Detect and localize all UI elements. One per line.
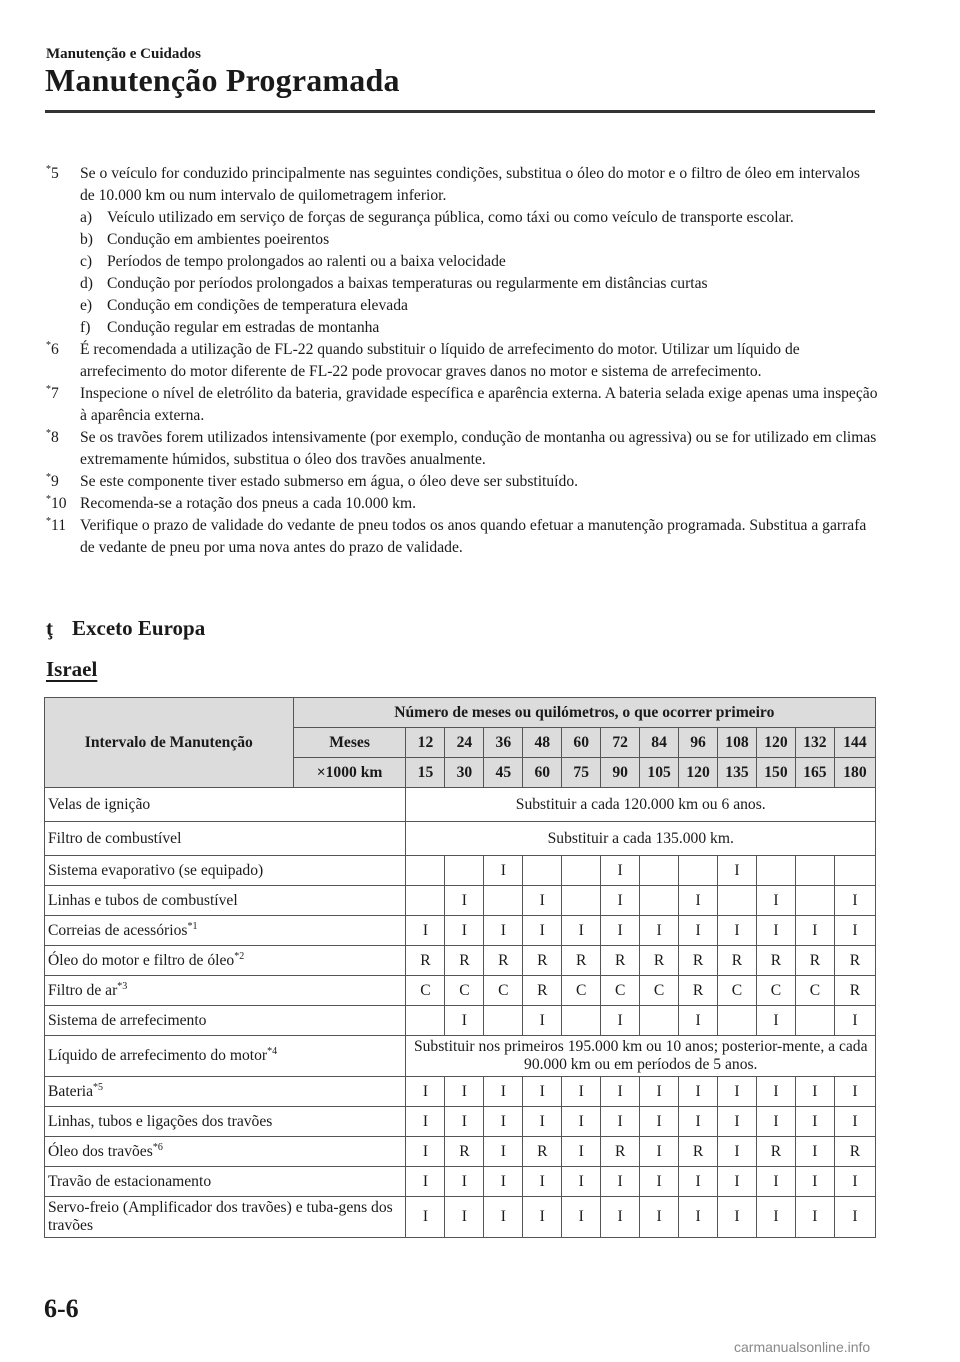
- schedule-cell: R: [834, 946, 875, 976]
- schedule-cell: I: [795, 1137, 834, 1167]
- month-header: 48: [523, 728, 562, 758]
- schedule-cell: I: [562, 916, 601, 946]
- row-label: Velas de ignição: [45, 788, 406, 822]
- schedule-cell: I: [834, 1107, 875, 1137]
- schedule-cell: I: [756, 1197, 795, 1238]
- schedule-cell: [523, 856, 562, 886]
- schedule-cell: C: [445, 976, 484, 1006]
- schedule-cell: R: [795, 946, 834, 976]
- table-row: [45, 946, 876, 976]
- schedule-cell: I: [445, 886, 484, 916]
- schedule-cell: I: [562, 1167, 601, 1197]
- schedule-cell: C: [640, 976, 679, 1006]
- schedule-cell: I: [523, 1107, 562, 1137]
- month-header: 24: [445, 728, 484, 758]
- schedule-cell: I: [795, 1107, 834, 1137]
- km-label: ×1000 km: [293, 758, 406, 788]
- km-header: 135: [718, 758, 757, 788]
- month-header: 36: [484, 728, 523, 758]
- schedule-cell: I: [834, 1006, 875, 1036]
- km-header: 165: [795, 758, 834, 788]
- maintenance-schedule-table: [44, 697, 876, 1238]
- schedule-cell: I: [445, 1006, 484, 1036]
- schedule-cell: I: [679, 886, 718, 916]
- month-header: 108: [718, 728, 757, 758]
- schedule-cell: R: [679, 976, 718, 1006]
- schedule-cell: I: [718, 1077, 757, 1107]
- row-label: Óleo dos travões$^{*6}$: [45, 1137, 406, 1167]
- schedule-cell: R: [640, 946, 679, 976]
- row-label: Travão de estacionamento: [45, 1167, 406, 1197]
- schedule-cell: R: [601, 946, 640, 976]
- schedule-cell: [795, 886, 834, 916]
- schedule-cell: [484, 886, 523, 916]
- schedule-cell: I: [601, 886, 640, 916]
- schedule-cell: I: [756, 1006, 795, 1036]
- schedule-cell: I: [523, 1197, 562, 1238]
- schedule-cell: [718, 1006, 757, 1036]
- schedule-cell: I: [406, 1167, 445, 1197]
- table-row: [45, 822, 876, 856]
- month-header: 144: [834, 728, 875, 758]
- schedule-cell: I: [601, 916, 640, 946]
- schedule-cell: I: [601, 1006, 640, 1036]
- month-header: 120: [756, 728, 795, 758]
- schedule-cell: [640, 856, 679, 886]
- schedule-cell: [562, 1006, 601, 1036]
- schedule-cell: C: [756, 976, 795, 1006]
- schedule-cell: I: [756, 916, 795, 946]
- schedule-cell: I: [601, 1197, 640, 1238]
- schedule-cell: I: [795, 1197, 834, 1238]
- month-header: 96: [679, 728, 718, 758]
- table-row: [45, 1036, 876, 1077]
- footnote-5-item: a) Veículo utilizado em serviço de forças de segurança pública, como táxi ou como veículo de transporte escolar.: [80, 209, 794, 226]
- schedule-cell: [445, 856, 484, 886]
- table-row: [45, 1107, 876, 1137]
- table-row: [45, 886, 876, 916]
- schedule-cell: I: [795, 1167, 834, 1197]
- country-heading: Israel: [46, 657, 98, 681]
- schedule-cell: R: [562, 946, 601, 976]
- page-number: 6-6: [44, 1294, 79, 1323]
- row-label: Linhas e tubos de combustível: [45, 886, 406, 916]
- table-row: [45, 1006, 876, 1036]
- schedule-cell: I: [445, 1077, 484, 1107]
- schedule-cell: I: [679, 916, 718, 946]
- page-title: Manutenção Programada: [45, 62, 400, 98]
- schedule-cell: I: [756, 1077, 795, 1107]
- schedule-cell: C: [406, 976, 445, 1006]
- row-span-note: Substituir a cada 135.000 km.: [406, 822, 876, 856]
- month-header: 84: [640, 728, 679, 758]
- schedule-cell: C: [601, 976, 640, 1006]
- schedule-cell: I: [718, 1107, 757, 1137]
- schedule-cell: I: [718, 856, 757, 886]
- footnote-10: *10 Recomenda-se a rotação dos pneus a cada 10.000 km.: [46, 493, 417, 512]
- schedule-cell: I: [523, 916, 562, 946]
- schedule-cell: I: [679, 1107, 718, 1137]
- schedule-cell: R: [406, 946, 445, 976]
- schedule-cell: I: [601, 1077, 640, 1107]
- row-label: Sistema evaporativo (se equipado): [45, 856, 406, 886]
- footnote-8: *8 Se os travões forem utilizados intensivamente (por exemplo, condução de montanha ou agressiva) ou se for utilizado em climas extremamente húmidos, substitua o óleo dos travões anualmente.: [46, 427, 877, 468]
- km-header: 105: [640, 758, 679, 788]
- footnote-6: *6 É recomendada a utilização de FL-22 quando substituir o líquido de arrefecimento do motor. Utilizar um líquido de arrefecimento do motor diferente de FL-22 pode provocar graves danos no motor e sistema de arrefecimento.: [46, 339, 800, 380]
- schedule-cell: I: [562, 1197, 601, 1238]
- schedule-cell: I: [834, 1077, 875, 1107]
- schedule-cell: R: [484, 946, 523, 976]
- row-span-note: Substituir a cada 120.000 km ou 6 anos.: [406, 788, 876, 822]
- schedule-cell: [484, 1006, 523, 1036]
- table-row: [45, 1197, 876, 1238]
- schedule-cell: I: [834, 886, 875, 916]
- row-span-note: Substituir nos primeiros 195.000 km ou 10 anos; posterior-mente, a cada 90.000 km ou em períodos de 5 anos.: [406, 1036, 876, 1077]
- schedule-cell: R: [834, 1137, 875, 1167]
- table-row: [45, 856, 876, 886]
- schedule-cell: R: [601, 1137, 640, 1167]
- footnote-5-item: b) Condução em ambientes poeirentos: [80, 231, 330, 248]
- schedule-cell: I: [718, 1137, 757, 1167]
- month-header: 60: [562, 728, 601, 758]
- schedule-cell: I: [484, 1167, 523, 1197]
- schedule-cell: I: [640, 916, 679, 946]
- schedule-cell: [679, 856, 718, 886]
- footnote-9: *9 Se este componente tiver estado submerso em água, o óleo deve ser substituído.: [46, 471, 579, 490]
- schedule-cell: I: [562, 1077, 601, 1107]
- km-header: 75: [562, 758, 601, 788]
- schedule-cell: C: [484, 976, 523, 1006]
- schedule-cell: I: [484, 1107, 523, 1137]
- schedule-cell: I: [445, 1107, 484, 1137]
- months-label: Meses: [293, 728, 406, 758]
- schedule-cell: R: [445, 946, 484, 976]
- schedule-cell: I: [523, 886, 562, 916]
- schedule-cell: R: [679, 946, 718, 976]
- schedule-cell: I: [601, 1167, 640, 1197]
- schedule-cell: R: [834, 976, 875, 1006]
- schedule-cell: R: [523, 1137, 562, 1167]
- schedule-cell: I: [834, 1197, 875, 1238]
- schedule-cell: I: [601, 1107, 640, 1137]
- row-label: Bateria$^{*5}$: [45, 1077, 406, 1107]
- schedule-cell: C: [795, 976, 834, 1006]
- footnote-5-item: e) Condução em condições de temperatura elevada: [80, 297, 408, 314]
- schedule-cell: R: [756, 946, 795, 976]
- group-header: Número de meses ou quilómetros, o que ocorrer primeiro: [293, 698, 875, 728]
- schedule-cell: I: [406, 916, 445, 946]
- km-header: 60: [523, 758, 562, 788]
- km-header: 180: [834, 758, 875, 788]
- schedule-cell: I: [640, 1197, 679, 1238]
- schedule-cell: I: [406, 1107, 445, 1137]
- watermark: carmanualsonline.info: [734, 1339, 871, 1355]
- schedule-cell: I: [718, 916, 757, 946]
- month-header: 72: [601, 728, 640, 758]
- schedule-cell: [756, 856, 795, 886]
- schedule-cell: C: [718, 976, 757, 1006]
- schedule-cell: I: [523, 1077, 562, 1107]
- schedule-cell: I: [406, 1077, 445, 1107]
- table-row: [45, 788, 876, 822]
- schedule-cell: I: [834, 1167, 875, 1197]
- schedule-cell: [406, 856, 445, 886]
- schedule-cell: [406, 1006, 445, 1036]
- table-row: [45, 1137, 876, 1167]
- km-header: 45: [484, 758, 523, 788]
- schedule-cell: I: [718, 1167, 757, 1197]
- table-row: [45, 916, 876, 946]
- schedule-cell: I: [756, 1107, 795, 1137]
- footnote-5: *5 Se o veículo for conduzido principalmente nas seguintes condições, substitua o óleo do motor e o filtro de óleo em intervalos de 10.000 km ou num intervalo de quilometragem inferior.: [46, 163, 860, 204]
- schedule-cell: [795, 1006, 834, 1036]
- footnote-7: *7 Inspecione o nível de eletrólito da bateria, gravidade específica e aparência externa. A bateria selada exige apenas uma inspeção à aparência externa.: [46, 383, 878, 424]
- schedule-cell: I: [756, 886, 795, 916]
- km-header: 30: [445, 758, 484, 788]
- schedule-cell: I: [523, 1167, 562, 1197]
- schedule-cell: I: [445, 1197, 484, 1238]
- footnote-5-item: d) Condução por períodos prolongados a baixas temperaturas ou regularmente em distâncias curtas: [80, 275, 708, 292]
- schedule-cell: [795, 856, 834, 886]
- schedule-cell: R: [445, 1137, 484, 1167]
- table-row: [45, 1167, 876, 1197]
- schedule-cell: I: [679, 1167, 718, 1197]
- km-header: 15: [406, 758, 445, 788]
- schedule-cell: I: [484, 1077, 523, 1107]
- row-label: Líquido de arrefecimento do motor$^{*4}$: [45, 1036, 406, 1077]
- schedule-cell: I: [484, 1137, 523, 1167]
- schedule-cell: R: [523, 976, 562, 1006]
- bullet-arrow-icon: ţ: [46, 616, 53, 640]
- schedule-cell: I: [679, 1077, 718, 1107]
- schedule-cell: [562, 886, 601, 916]
- schedule-cell: R: [718, 946, 757, 976]
- table-header-row: [45, 698, 876, 728]
- title-divider: [45, 110, 875, 113]
- schedule-cell: R: [679, 1137, 718, 1167]
- row-label: Servo-freio (Amplificador dos travões) e tuba-gens dos travões: [45, 1197, 406, 1238]
- km-header: 90: [601, 758, 640, 788]
- km-header: 150: [756, 758, 795, 788]
- row-label: Filtro de $ar^{*3}$: [45, 976, 406, 1006]
- schedule-cell: C: [562, 976, 601, 1006]
- schedule-cell: I: [679, 1006, 718, 1036]
- interval-header: Intervalo de Manutenção: [45, 698, 294, 788]
- schedule-cell: [640, 1006, 679, 1036]
- section-label: Manutenção e Cuidados: [46, 46, 202, 62]
- schedule-cell: I: [640, 1077, 679, 1107]
- row-label: Filtro de combustível: [45, 822, 406, 856]
- schedule-cell: I: [406, 1197, 445, 1238]
- month-header: 12: [406, 728, 445, 758]
- schedule-cell: I: [601, 856, 640, 886]
- schedule-cell: [562, 856, 601, 886]
- schedule-cell: I: [484, 856, 523, 886]
- schedule-cell: I: [795, 1077, 834, 1107]
- row-label: Linhas, tubos e ligações dos travões: [45, 1107, 406, 1137]
- schedule-cell: [718, 886, 757, 916]
- schedule-cell: I: [640, 1107, 679, 1137]
- schedule-cell: I: [679, 1197, 718, 1238]
- schedule-cell: I: [406, 1137, 445, 1167]
- schedule-cell: I: [756, 1167, 795, 1197]
- subsection-heading: ţ Exceto Europa: [46, 616, 206, 640]
- footnote-5-item: c) Períodos de tempo prolongados ao ralenti ou a baixa velocidade: [80, 253, 506, 270]
- month-header: 132: [795, 728, 834, 758]
- schedule-cell: I: [795, 916, 834, 946]
- table-row: [45, 1077, 876, 1107]
- footnote-11: *11 Verifique o prazo de validade do vedante de pneu todos os anos quando efetuar a manutenção programada. Substitua a garrafa de vedante de pneu por uma nova antes do prazo de validade.: [46, 515, 867, 556]
- schedule-cell: I: [523, 1006, 562, 1036]
- schedule-cell: [406, 886, 445, 916]
- row-label: Óleo do motor e filtro de óleo$^{*2}$: [45, 946, 406, 976]
- schedule-cell: I: [834, 916, 875, 946]
- row-label: Sistema de arrefecimento: [45, 1006, 406, 1036]
- footnotes: [46, 163, 878, 559]
- schedule-cell: I: [562, 1107, 601, 1137]
- schedule-cell: [640, 886, 679, 916]
- schedule-cell: I: [445, 1167, 484, 1197]
- schedule-cell: R: [523, 946, 562, 976]
- schedule-cell: [834, 856, 875, 886]
- schedule-cell: R: [756, 1137, 795, 1167]
- schedule-cell: I: [484, 916, 523, 946]
- table-row: [45, 976, 876, 1006]
- schedule-cell: I: [484, 1197, 523, 1238]
- schedule-cell: I: [718, 1197, 757, 1238]
- schedule-cell: I: [640, 1167, 679, 1197]
- schedule-cell: I: [640, 1137, 679, 1167]
- schedule-cell: I: [562, 1137, 601, 1167]
- km-header: 120: [679, 758, 718, 788]
- row-label: Correias de acessórios$^{*1}$: [45, 916, 406, 946]
- schedule-cell: I: [445, 916, 484, 946]
- footnote-5-item: f) Condução regular em estradas de montanha: [80, 319, 380, 336]
